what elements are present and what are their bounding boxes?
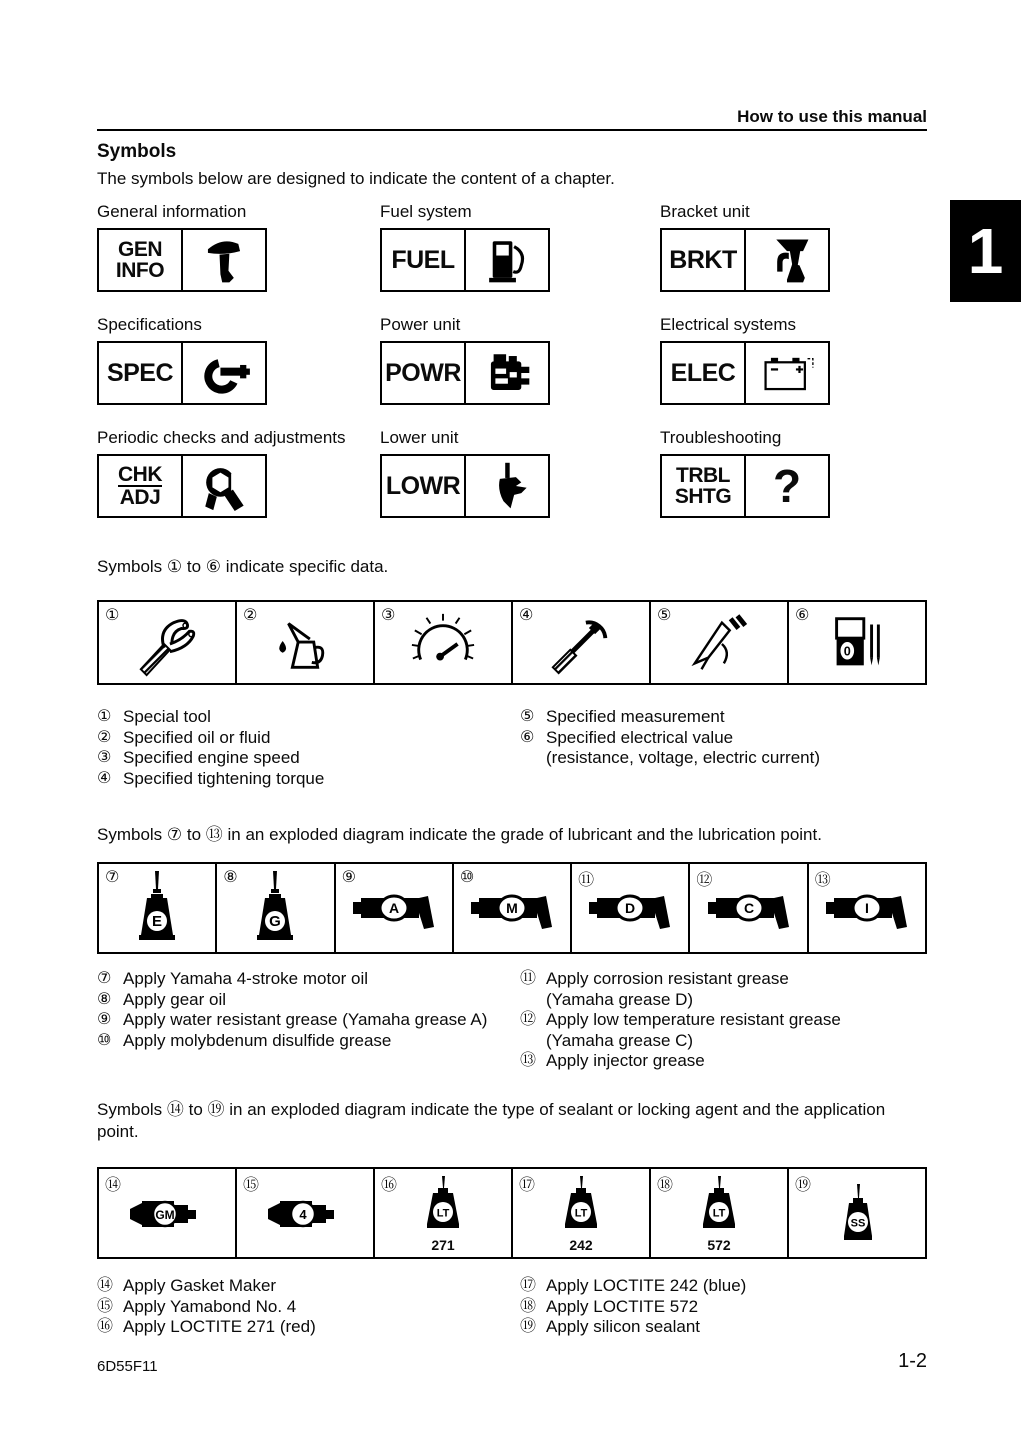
wrench-nut-icon <box>183 456 265 516</box>
table-cell <box>454 864 572 952</box>
svg-text:LT: LT <box>574 1207 588 1219</box>
specific-data-caption: Symbols ① to ⑥ indicate specific data. <box>97 557 389 576</box>
table-cell <box>375 1169 513 1257</box>
symbol-code <box>662 230 746 290</box>
svg-text:G: G <box>269 913 282 930</box>
outboard-motor-icon <box>183 230 265 290</box>
footer-document-code: 6D55F11 <box>97 1358 158 1375</box>
chapter-cell-periodic-checks <box>97 428 380 518</box>
list-item: ④ Specified tightening torque <box>97 768 325 788</box>
symbol-code <box>99 230 183 290</box>
symbol-code-line: SHTG <box>674 485 732 508</box>
grease-applicator-icon <box>587 883 673 933</box>
symbol-code <box>662 343 746 403</box>
loctite-number: 242 <box>569 1236 593 1253</box>
list-item: ⑤ Specified measurement <box>520 707 725 726</box>
fuel-pump-icon <box>466 230 548 290</box>
specific-data-table <box>97 600 927 685</box>
torque-wrench-icon <box>544 609 618 677</box>
symbol-box <box>660 228 830 292</box>
symbol-code <box>99 456 183 516</box>
svg-text:4: 4 <box>299 1207 307 1222</box>
cell-number: ⑱ <box>657 1177 674 1194</box>
chapter-label: Bracket unit <box>660 202 750 221</box>
table-cell <box>99 864 217 952</box>
grease-applicator-icon <box>351 883 437 933</box>
table-cell <box>690 864 808 952</box>
oil-can-icon <box>268 609 342 677</box>
section-title: Symbols <box>97 141 177 162</box>
symbol-code-line: GEN <box>117 238 162 261</box>
table-cell <box>99 1169 237 1257</box>
tachometer-icon <box>406 609 480 677</box>
chapter-cell-specifications <box>97 315 380 405</box>
loctite-number: 572 <box>707 1236 731 1253</box>
list-item: ⑪ Apply corrosion resistant grease <box>520 969 789 988</box>
table-cell <box>336 864 454 952</box>
silicon-bottle-icon <box>829 1180 885 1246</box>
cell-number: ⑩ <box>459 869 475 886</box>
loctite-bottle-icon <box>691 1174 747 1236</box>
cell-number: ⑧ <box>223 869 238 886</box>
cell-number: ② <box>243 607 258 624</box>
chapter-cell-bracket-unit <box>660 202 927 292</box>
cell-number: ⑭ <box>105 1177 122 1194</box>
multimeter-icon <box>820 609 894 677</box>
list-item: ⑱ Apply LOCTITE 572 <box>520 1296 699 1316</box>
special-tool-icon <box>130 609 204 677</box>
cell-number: ⑪ <box>578 872 595 889</box>
symbol-code-line: ADJ <box>119 486 161 509</box>
list-item: ⑩ Apply molybdenum disulfide grease <box>97 1030 392 1050</box>
list-item: ③ Specified engine speed <box>97 748 300 767</box>
chapter-label: Power unit <box>380 315 461 334</box>
grease-applicator-icon <box>824 883 910 933</box>
symbol-code-line: LOWR <box>385 471 461 500</box>
svg-text:LT: LT <box>712 1207 726 1219</box>
table-cell <box>789 602 925 683</box>
cell-number: ③ <box>381 607 396 624</box>
table-cell <box>237 602 375 683</box>
table-cell <box>99 602 237 683</box>
list-item: (Yamaha grease D) <box>546 989 694 1009</box>
sealant-table <box>97 1167 927 1259</box>
list-item: ⑰ Apply LOCTITE 242 (blue) <box>520 1276 747 1295</box>
loctite-bottle-icon <box>553 1174 609 1236</box>
sealant-tube-icon <box>124 1188 210 1238</box>
table-cell <box>513 602 651 683</box>
battery-icon <box>746 343 828 403</box>
cell-number: ⑲ <box>795 1177 812 1194</box>
table-cell <box>572 864 690 952</box>
chapter-label: Troubleshooting <box>660 428 782 447</box>
cell-number: ⑮ <box>243 1177 260 1194</box>
symbol-code-line: INFO <box>115 259 165 282</box>
svg-text:E: E <box>152 913 163 930</box>
cell-number: ⑬ <box>814 872 831 889</box>
grease-applicator-icon <box>706 883 792 933</box>
table-cell <box>513 1169 651 1257</box>
symbol-box <box>660 341 830 405</box>
list-item: ⑨ Apply water resistant grease (Yamaha grease A) <box>97 1010 488 1029</box>
sealant-tube-icon <box>262 1188 348 1238</box>
symbol-code-line: CHK <box>118 463 162 486</box>
table-cell <box>375 602 513 683</box>
table-cell <box>237 1169 375 1257</box>
svg-text:LT: LT <box>436 1207 450 1219</box>
svg-text:M: M <box>506 900 518 916</box>
sealant-caption: Symbols ⑭ to ⑲ in an exploded diagram indicate the type of sealant or locking agent and the application point. <box>97 1100 886 1141</box>
symbol-code-line: ELEC <box>670 358 736 387</box>
symbol-box <box>97 228 267 292</box>
symbol-box <box>660 454 830 518</box>
chapter-symbol-grid <box>97 202 927 518</box>
page-content <box>97 0 927 1449</box>
lubricant-caption: Symbols ⑦ to ⑬ in an exploded diagram indicate the grade of lubricant and the lubrication point. <box>97 825 822 844</box>
chapter-cell-lower-unit <box>380 428 660 518</box>
symbol-code <box>382 343 466 403</box>
chapter-label: General information <box>97 202 247 221</box>
engine-icon <box>466 343 548 403</box>
list-item: ⑮ Apply Yamabond No. 4 <box>97 1296 297 1316</box>
bracket-icon <box>746 230 828 290</box>
symbol-code-line: POWR <box>385 358 461 387</box>
symbol-code-line: BRKT <box>669 245 737 274</box>
lower-unit-icon <box>466 456 548 516</box>
cell-number: ⑯ <box>381 1177 398 1194</box>
footer-page-number: 1-2 <box>898 1350 927 1372</box>
symbol-code-line: TRBL <box>676 464 730 487</box>
page-header: How to use this manual <box>737 107 927 126</box>
symbol-box <box>380 228 550 292</box>
list-item: ⑲ Apply silicon sealant <box>520 1317 701 1336</box>
table-cell <box>789 1169 925 1257</box>
cell-number: ⑦ <box>105 869 120 886</box>
list-item: ⑭ Apply Gasket Maker <box>97 1276 277 1295</box>
chapter-cell-general-information <box>97 202 380 292</box>
symbol-box <box>97 454 267 518</box>
symbol-code <box>99 343 183 403</box>
svg-text:SS: SS <box>850 1217 866 1230</box>
cell-number: ⑰ <box>519 1177 536 1194</box>
cell-number: ⑫ <box>696 872 713 889</box>
chapter-label: Lower unit <box>380 428 459 447</box>
symbol-code <box>382 456 466 516</box>
header-rule <box>97 129 927 131</box>
symbol-box <box>380 454 550 518</box>
svg-text:D: D <box>625 900 636 916</box>
calipers-icon <box>682 609 756 677</box>
chapter-cell-troubleshooting <box>660 428 927 518</box>
list-item: ⑦ Apply Yamaha 4-stroke motor oil <box>97 969 369 988</box>
cell-number: ⑥ <box>795 607 810 624</box>
chapter-label: Fuel system <box>380 202 472 221</box>
cell-number: ⑤ <box>657 607 672 624</box>
loctite-number: 271 <box>431 1236 455 1253</box>
lubricant-table <box>97 862 927 954</box>
cell-number: ⑨ <box>341 869 356 886</box>
intro-text: The symbols below are designed to indicate the content of a chapter. <box>97 169 615 188</box>
table-cell <box>809 864 925 952</box>
svg-text:GM: GM <box>155 1208 175 1222</box>
chapter-label: Electrical systems <box>660 315 797 334</box>
symbol-code <box>662 456 746 516</box>
symbol-code <box>382 230 466 290</box>
list-item: ⑯ Apply LOCTITE 271 (red) <box>97 1317 316 1336</box>
list-item: (resistance, voltage, electric current) <box>546 748 820 767</box>
list-item: ⑫ Apply low temperature resistant grease <box>520 1010 841 1029</box>
list-item: ⑧ Apply gear oil <box>97 989 227 1009</box>
svg-text:A: A <box>388 900 399 916</box>
chapter-label: Specifications <box>97 315 202 334</box>
loctite-bottle-icon <box>415 1174 471 1236</box>
list-item: ① Special tool <box>97 707 211 726</box>
symbol-box <box>97 341 267 405</box>
chapter-label: Periodic checks and adjustments <box>97 428 346 447</box>
svg-text:I: I <box>864 900 869 916</box>
list-item: ⑥ Specified electrical value <box>520 727 734 747</box>
list-item: ② Specified oil or fluid <box>97 727 271 747</box>
svg-text:0: 0 <box>843 644 851 659</box>
table-cell <box>651 602 789 683</box>
micrometer-icon <box>183 343 265 403</box>
chapter-tab: 1 <box>950 200 1021 302</box>
grease-applicator-icon <box>469 883 555 933</box>
list-item: ⑬ Apply injector grease <box>520 1051 705 1070</box>
symbol-code-line: SPEC <box>106 358 174 387</box>
table-cell <box>217 864 335 952</box>
chapter-cell-electrical-systems <box>660 315 927 405</box>
table-cell <box>651 1169 789 1257</box>
oil-bottle-icon <box>247 869 303 947</box>
chapter-cell-power-unit <box>380 315 660 405</box>
cell-number: ① <box>105 607 120 624</box>
oil-bottle-icon <box>129 869 185 947</box>
svg-text:C: C <box>743 900 754 916</box>
symbol-box <box>380 341 550 405</box>
chapter-cell-fuel-system <box>380 202 660 292</box>
list-item: (Yamaha grease C) <box>546 1030 694 1050</box>
symbol-code-line: FUEL <box>391 245 455 274</box>
question-mark-icon: ? <box>772 460 802 512</box>
cell-number: ④ <box>519 607 534 624</box>
